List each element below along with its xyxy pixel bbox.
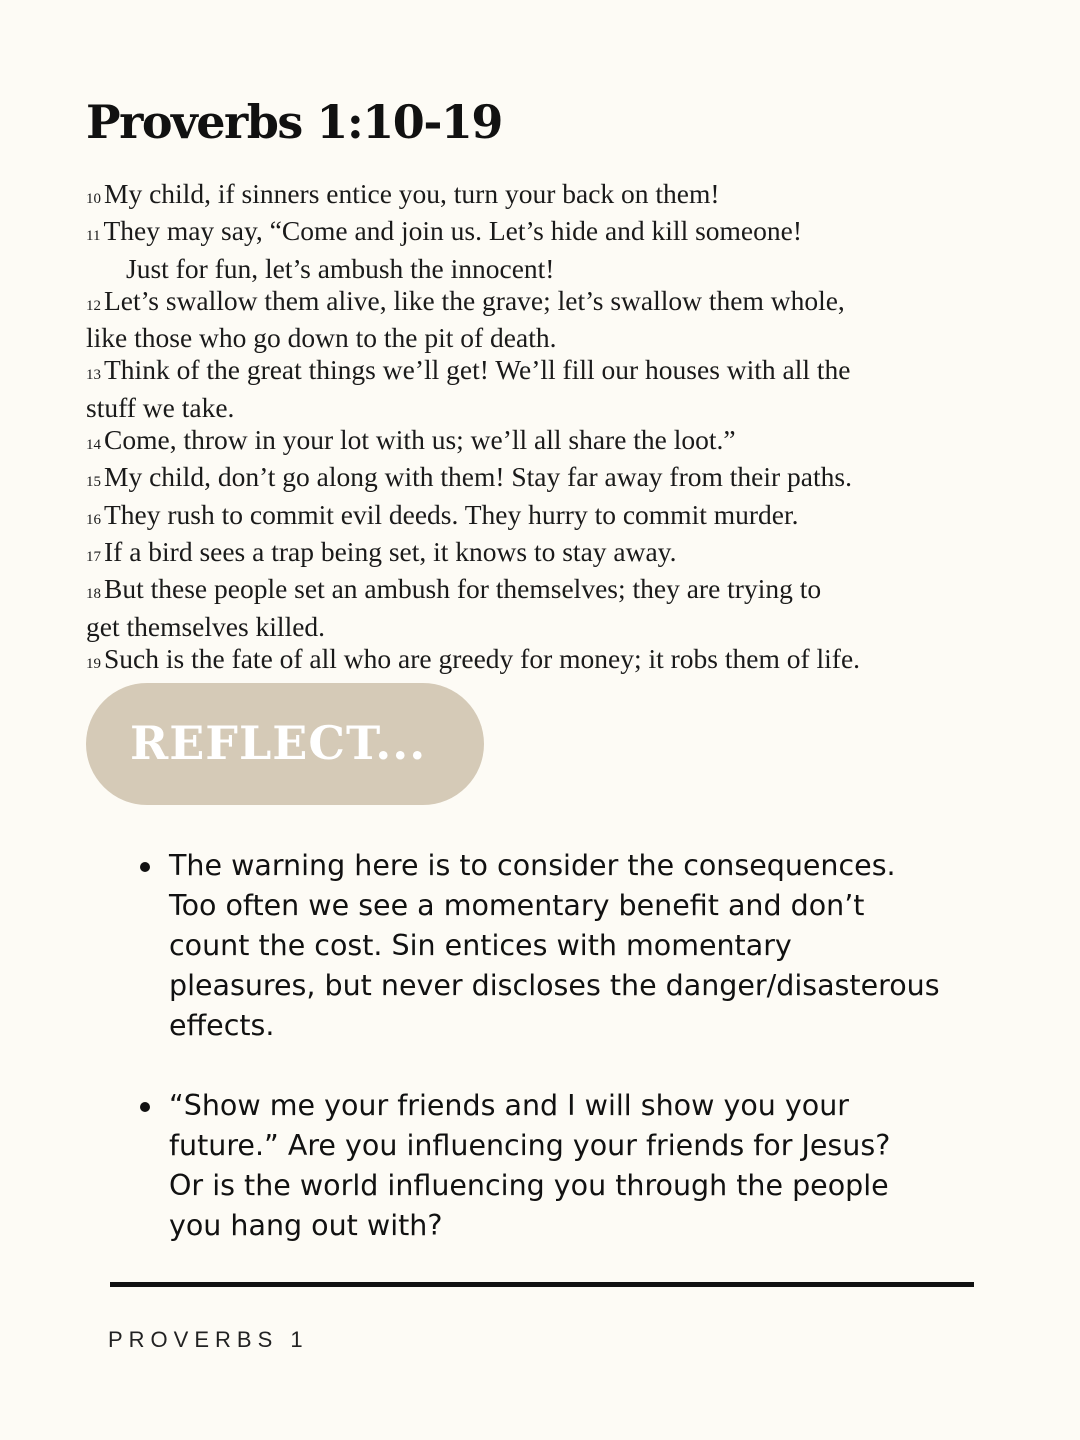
reflect-badge	[86, 683, 484, 805]
verse-number: 10	[86, 191, 101, 207]
verse-number: 14	[86, 437, 101, 454]
bullet-icon	[140, 1102, 150, 1112]
verse-text: But these people set an ambush for themselves; they are trying to	[104, 573, 822, 605]
reflection-item	[110, 846, 1010, 1046]
verse-text: My child, if sinners entice you, turn your back on them!	[104, 178, 720, 209]
reflection-line: you hang out with?	[169, 1209, 443, 1242]
verse-number: 18	[86, 586, 101, 603]
verse-number: 11	[86, 228, 101, 245]
bullet-icon	[140, 862, 150, 872]
verse-line: get themselves killed.	[86, 610, 326, 642]
verse-text: They rush to commit evil deeds. They hurry to commit murder.	[104, 498, 799, 530]
verse-line	[86, 461, 1046, 498]
verse-line	[86, 643, 1046, 680]
verse-line	[86, 354, 1046, 391]
scripture-passage	[86, 178, 1046, 680]
reflection-text	[169, 1086, 1010, 1246]
verse-line: Just for fun, let’s ambush the innocent!	[126, 252, 555, 284]
verse-number: 17	[86, 548, 101, 565]
verse-line	[86, 424, 1046, 461]
verse-line: stuff we take.	[86, 391, 235, 423]
reflection-line: count the cost. Sin entices with momentary	[169, 929, 792, 962]
verse-text: Such is the fate of all who are greedy for money; it robs them of life.	[104, 642, 861, 674]
verse-text: If a bird sees a trap being set, it knows to stay away.	[104, 535, 677, 567]
reflection-line: Too often we see a momentary benefit and don’t	[169, 889, 865, 922]
verse-line: like those who go down to the pit of death.	[86, 322, 557, 354]
verse-number: 16	[86, 511, 101, 528]
reflection-line: Or is the world influencing you through the people	[169, 1169, 889, 1202]
reflect-label: REFLECT...	[130, 716, 427, 770]
verse-number: 15	[86, 474, 101, 491]
divider	[110, 1282, 974, 1287]
verse-text: Let’s swallow them alive, like the grave; let’s swallow them whole,	[104, 284, 845, 316]
reflection-line: future.” Are you influencing your friends for Jesus?	[169, 1129, 891, 1162]
verse-number: 19	[86, 655, 101, 672]
reflection-line: The warning here is to consider the consequences.	[169, 849, 896, 882]
verse-text: Think of the great things we’ll get! We’ll fill our houses with all the	[104, 354, 851, 386]
verse-line	[86, 573, 1046, 610]
verse-number: 13	[86, 367, 101, 384]
footer-label: PROVERBS 1	[108, 1327, 309, 1352]
reflection-line: effects.	[169, 1009, 275, 1042]
reflection-list	[110, 846, 1010, 1286]
reflection-item	[110, 1086, 1010, 1246]
verse-number: 12	[86, 297, 101, 314]
reflection-line: “Show me your friends and I will show you your	[169, 1089, 849, 1122]
verse-line	[86, 178, 1046, 215]
verse-line	[86, 536, 1046, 573]
verse-text: They may say, “Come and join us. Let’s hide and kill someone!	[103, 215, 803, 247]
reflection-text	[169, 846, 1010, 1046]
verse-line	[86, 499, 1046, 536]
page-title: Proverbs 1:10-19	[86, 95, 502, 149]
verse-text: Come, throw in your lot with us; we’ll all share the loot.”	[104, 424, 736, 456]
verse-line	[86, 285, 1046, 322]
verse-line	[86, 215, 1046, 252]
reflection-line: pleasures, but never discloses the danger/disasterous	[169, 969, 940, 1002]
verse-text: My child, don’t go along with them! Stay far away from their paths.	[104, 461, 852, 493]
